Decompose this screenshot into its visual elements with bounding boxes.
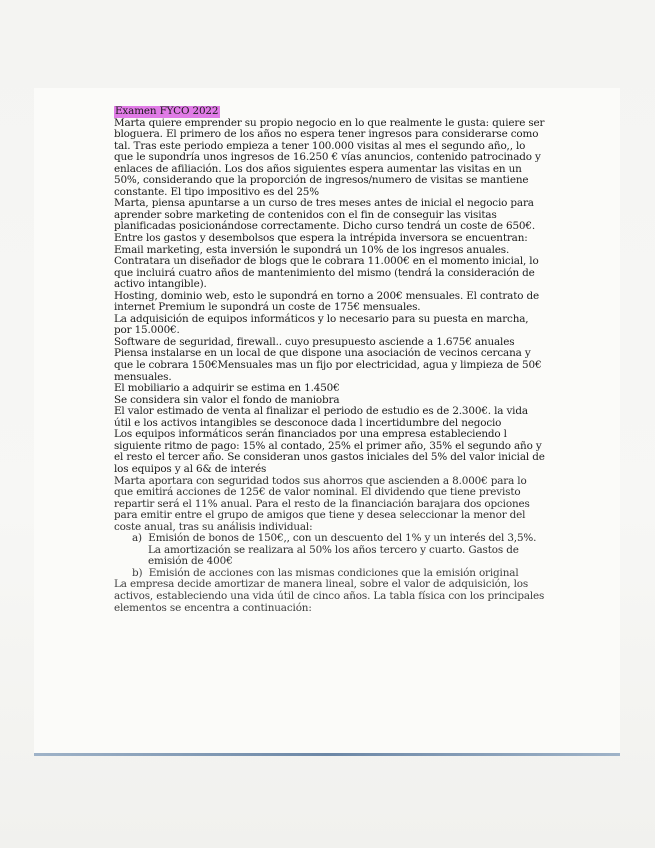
text-line: tal. Tras este periodo empieza a tener 100.000 visitas al mes el segundo año,, lo	[114, 139, 526, 152]
text-line: La empresa decide amortizar de manera lineal, sobre el valor de adquisición, los	[114, 578, 529, 591]
text-line: que incluirá cuatro años de mantenimiento del mismo (tendrá la consideración de	[114, 266, 535, 279]
option-marker: a)	[132, 532, 142, 545]
text-line: Entre los gastos y desembolsos que espera la intrépida inversora se encuentran:	[114, 232, 528, 245]
text-line: Marta quiere emprender su propio negocio en lo que realmente le gusta: quiere ser	[114, 116, 545, 129]
text-line: internet Premium le supondrá un coste de 175€ mensuales.	[114, 301, 421, 314]
text-line: Se considera sin valor el fondo de maniobra	[114, 393, 340, 406]
title-line	[114, 106, 544, 118]
text-line: planificadas posicionándose correctamente. Dicho curso tendrá un coste de 650€.	[114, 220, 536, 233]
text-line: enlaces de afiliación. Los dos años siguientes espera aumentar las visitas en un	[114, 162, 522, 175]
text-line: Marta aportara con seguridad todos sus ahorros que ascienden a 8.000€ para lo	[114, 474, 527, 487]
text-line: Los equipos informáticos serán financiados por una empresa estableciendo l	[114, 428, 507, 441]
text-line: constante. El tipo impositivo es del 25%	[114, 185, 319, 198]
text-line: 50%, considerando que la proporción de ingresos/numero de visitas se mantiene	[114, 174, 529, 187]
text-line: elementos se encentra a continuación:	[114, 601, 312, 614]
text-line: los equipos y al 6& de interés	[114, 462, 267, 475]
option-text: Emisión de acciones con las mismas condiciones que la emisión original	[148, 566, 519, 579]
text-line: El valor estimado de venta al finalizar el periodo de estudio es de 2.300€. la vida	[114, 405, 528, 418]
option-a-line: emisión de 400€	[148, 555, 233, 568]
exam-text	[114, 106, 544, 614]
text-line: Contratara un diseñador de blogs que le cobrara 11.000€ en el momento inicial, lo	[114, 255, 539, 268]
text-line: activo intangible).	[114, 278, 207, 291]
exam-title: Examen FYCO 2022	[115, 105, 219, 117]
text-line: El mobiliario a adquirir se estima en 1.450€	[114, 382, 340, 395]
bottom-rule	[34, 753, 620, 756]
text-line: siguiente ritmo de pago: 15% al contado, 25% el primer año, 35% el segundo año y	[114, 439, 542, 452]
text-line: Marta, piensa apuntarse a un curso de tres meses antes de inicial el negocio para	[114, 197, 534, 210]
text-line: activos, estableciendo una vida útil de cinco años. La tabla física con los principales	[114, 589, 545, 602]
text-line: mensuales.	[114, 370, 172, 383]
option-marker: b)	[132, 566, 143, 579]
option-a-line: La amortización se realizara al 50% los años tercero y cuarto. Gastos de	[148, 543, 519, 556]
text-line: Email marketing, esta inversión le supondrá un 10% de los ingresos anuales.	[114, 243, 510, 256]
text-line: para emitir entre el grupo de amigos que tiene y desea seleccionar la menor del	[114, 509, 526, 522]
text-line: que emitirá acciones de 125€ de valor nominal. El dividendo que tiene previsto	[114, 486, 521, 499]
text-line: La adquisición de equipos informáticos y lo necesario para su puesta en marcha,	[114, 312, 529, 325]
text-line: que le cobrara 150€Mensuales mas un fijo por electricidad, agua y limpieza de 50€	[114, 359, 542, 372]
text-line: que le supondría unos ingresos de 16.250 € vías anuncios, contenido patrocinado y	[114, 151, 541, 164]
text-line: el resto el tercer año. Se consideran unos gastos iniciales del 5% del valor inicial de	[114, 451, 545, 464]
text-line: Hosting, dominio web, esto le supondrá en torno a 200€ mensuales. El contrato de	[114, 289, 539, 302]
text-line: coste anual, tras su análisis individual:	[114, 520, 313, 533]
text-line: aprender sobre marketing de contenidos con el fin de conseguir las visitas	[114, 208, 497, 221]
text-line: útil e los activos intangibles se desconoce dada l incertidumbre del negocio	[114, 416, 502, 429]
text-line: Piensa instalarse en un local de que dispone una asociación de vecinos cercana y	[114, 347, 531, 360]
text-line: bloguera. El primero de los años no espera tener ingresos para considerarse como	[114, 128, 539, 141]
text-line: por 15.000€.	[114, 324, 180, 337]
option-text: Emisión de bonos de 150€,, con un descuento del 1% y un interés del 3,5%.	[148, 532, 537, 545]
text-line: repartir será el 11% anual. Para el resto de la financiación barajara dos opciones	[114, 497, 530, 510]
text-line: Software de seguridad, firewall.. cuyo presupuesto asciende a 1.675€ anuales	[114, 335, 515, 348]
